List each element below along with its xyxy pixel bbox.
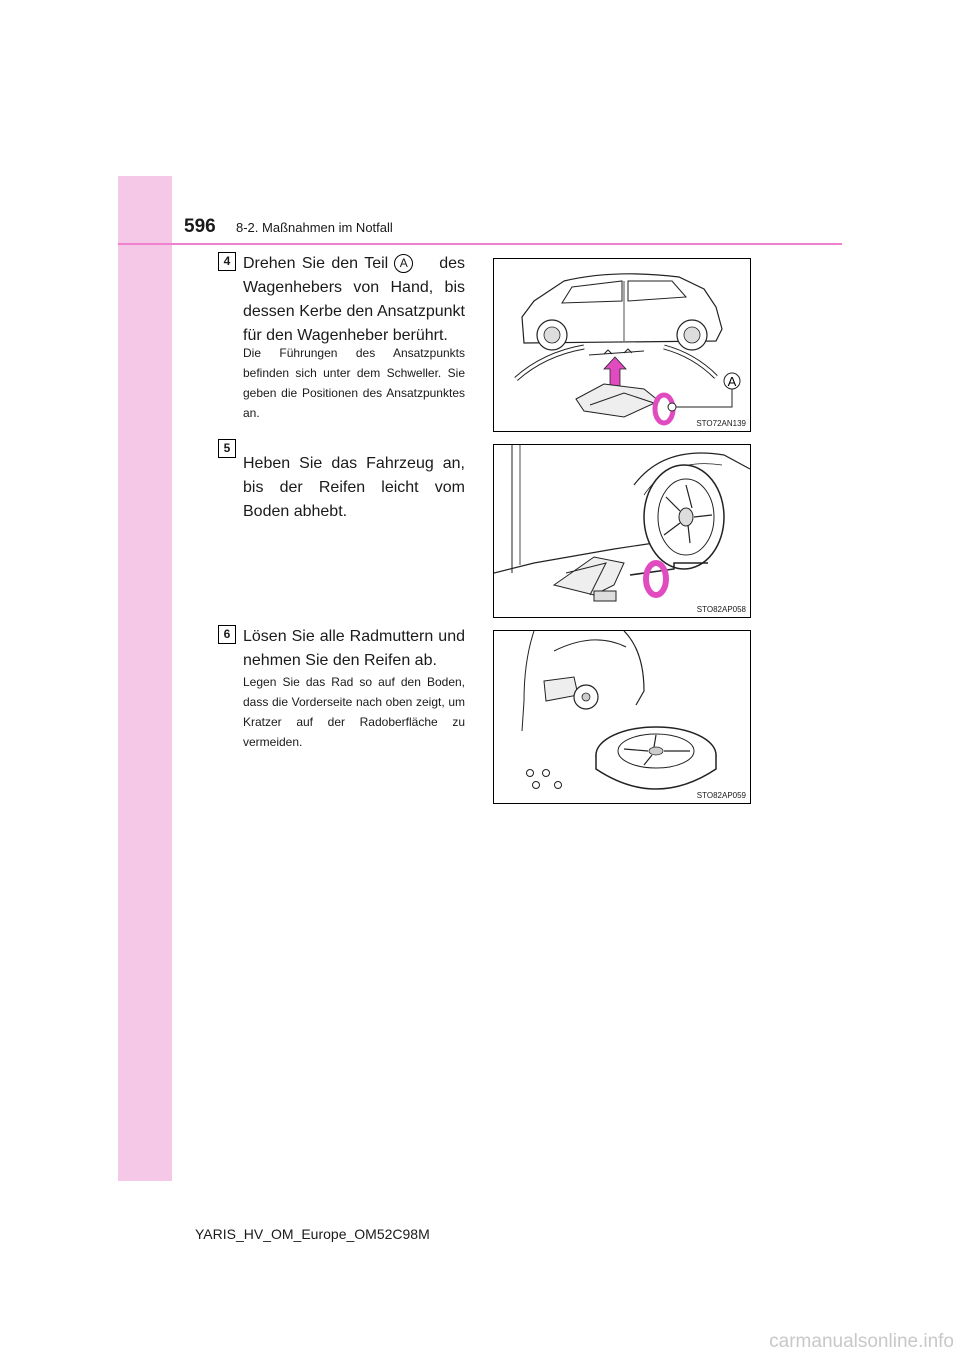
step-5-instruction: Heben Sie das Fahrzeug an, bis der Reifen leicht vom Boden abhebt.	[243, 455, 465, 520]
step-4-instruction	[243, 252, 465, 348]
figure-code: STO82AP058	[696, 605, 746, 614]
step-number-6: 6	[218, 625, 236, 644]
step-4-note: Die Führungen des Ansatzpunkts befinden sich unter dem Schweller. Sie geben die Positionen des Ansatzpunktes an.	[243, 346, 465, 420]
step-4-text-before: Drehen Sie den Teil	[243, 255, 389, 272]
jack-raising-car-illustration	[494, 445, 750, 617]
figure-callout-a: A	[727, 374, 737, 389]
figure-code: STO82AP059	[696, 791, 746, 800]
step-6-instruction: Lösen Sie alle Radmuttern und nehmen Sie den Reifen ab.	[243, 628, 465, 669]
step-4-text-after: des Wagenhebers von Hand, bis dessen Kerbe den Ansatzpunkt für den Wagenheber berührt.	[243, 255, 465, 344]
figure-jack-raising	[493, 444, 751, 618]
chapter-title: 8-2. Maßnahmen im Notfall	[236, 220, 393, 235]
part-a-label: A	[394, 254, 413, 273]
car-lift-point-illustration	[494, 259, 750, 431]
step-6-note: Legen Sie das Rad so auf den Boden, dass die Vorderseite nach oben zeigt, um Kratzer auf der Radoberfläche zu vermeiden.	[243, 675, 465, 749]
page-number: 596	[184, 216, 216, 237]
figure-car-lift-point	[493, 258, 751, 432]
step-number-4: 4	[218, 252, 236, 271]
watermark: carmanualsonline.info	[769, 1331, 954, 1352]
wheel-removed-illustration	[494, 631, 750, 803]
step-number-5: 5	[218, 439, 236, 458]
document-footer: YARIS_HV_OM_Europe_OM52C98M	[195, 1226, 430, 1242]
figure-wheel-removed	[493, 630, 751, 804]
figure-code: STO72AN139	[696, 419, 746, 428]
chapter-sidebar	[118, 176, 172, 1181]
header-rule	[118, 243, 842, 245]
